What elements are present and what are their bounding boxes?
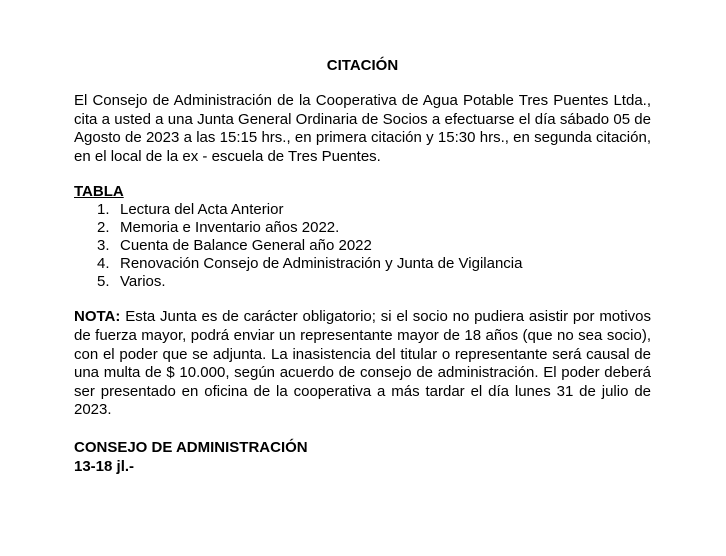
agenda-item [74,237,651,255]
agenda-item [74,273,651,291]
agenda-heading: TABLA [74,183,124,201]
document-title: CITACIÓN [326,57,399,74]
agenda-item [74,255,651,273]
agenda-item-number: 2. [97,219,110,237]
signature-block [74,438,651,476]
signature-reference: 13-18 jl.- [74,457,135,475]
agenda-item-text: Memoria e Inventario años 2022. [120,219,340,237]
agenda-item-number: 3. [97,237,110,255]
signature-organization: CONSEJO DE ADMINISTRACIÓN [74,438,308,456]
agenda-item-number: 5. [97,273,110,291]
agenda-item-number: 1. [97,201,110,219]
citation-document [74,57,651,476]
note-text: Esta Junta es de carácter obligatorio; si el socio no pudiera asistir por motivos de fuerza mayor, podrá enviar un representante mayor de 18 años (que no sea socio), con el poder que se adjunta. La inasistencia del titular o representante será causal de una multa de $ 10.000, según acuerdo de consejo de administración. El poder deberá ser presentado en oficina de la cooperativa a más tardar el día lunes 31 de julio de 2023. [74,308,651,419]
agenda-list [74,201,651,291]
note-label: NOTA: [74,308,121,326]
note-paragraph [74,308,651,420]
intro-paragraph: El Consejo de Administración de la Cooperativa de Agua Potable Tres Puentes Ltda., cita a usted a una Junta General Ordinaria de Socios a efectuarse el día sábado 05 de Agosto de 2023 a las 15:15 hrs., en primera citación y 15:30 hrs., en segunda citación, en el local de la ex - escuela de Tres Puentes. [74,92,651,165]
agenda-item [74,219,651,237]
agenda-item-text: Cuenta de Balance General año 2022 [120,237,372,255]
agenda-item [74,201,651,219]
agenda-item-text: Varios. [120,273,166,291]
agenda-item-number: 4. [97,255,110,273]
agenda-item-text: Renovación Consejo de Administración y Junta de Vigilancia [120,255,523,273]
agenda-item-text: Lectura del Acta Anterior [120,201,284,219]
